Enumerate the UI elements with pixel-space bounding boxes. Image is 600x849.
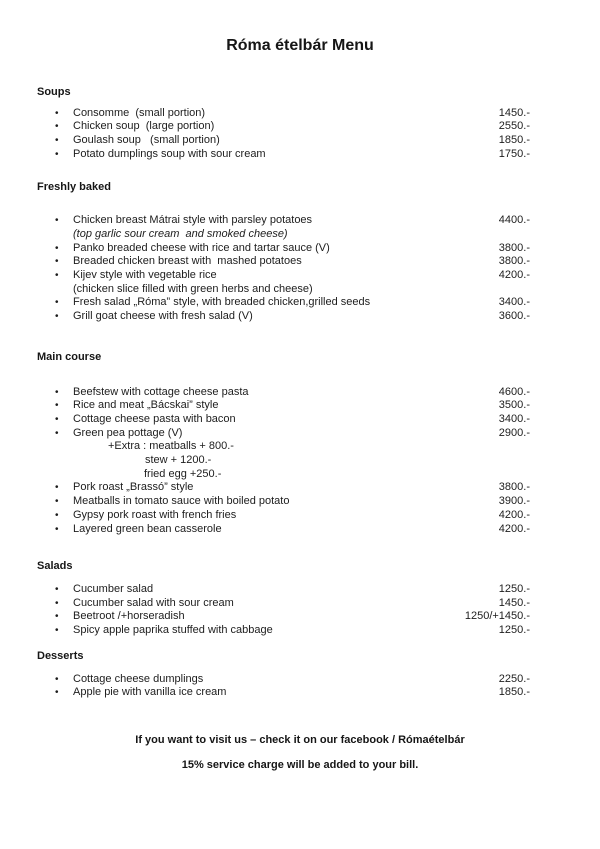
bullet-icon: • xyxy=(55,297,59,309)
item-price: 3900.- xyxy=(498,495,530,508)
bullet-icon: • xyxy=(55,311,59,323)
item-name: Cucumber salad with sour cream xyxy=(73,596,234,609)
menu-item-row xyxy=(37,583,530,597)
section-desserts xyxy=(37,650,530,700)
bullet-icon: • xyxy=(55,496,59,508)
menu-item-row xyxy=(37,134,530,148)
bullet-icon: • xyxy=(55,135,59,147)
item-name: Meatballs in tomato sauce with boiled potato xyxy=(73,495,290,508)
bullet-icon: • xyxy=(55,673,59,685)
item-name: Potato dumplings soup with sour cream xyxy=(73,147,266,160)
item-price: 3500.- xyxy=(498,399,530,412)
item-name: Gypsy pork roast with french fries xyxy=(73,508,237,521)
item-price: 1250.- xyxy=(498,582,530,595)
item-note: (chicken slice filled with green herbs and cheese) xyxy=(73,282,313,295)
item-name: Spicy apple paprika stuffed with cabbage xyxy=(73,624,273,637)
section-heading-salads: Salads xyxy=(37,560,73,573)
section-rows xyxy=(37,214,530,324)
item-extra-option: stew + 1200.- xyxy=(145,454,212,467)
section-freshly-baked xyxy=(37,181,530,324)
bullet-icon: • xyxy=(55,625,59,637)
item-extra-option: +Extra : meatballs + 800.- xyxy=(108,440,234,453)
item-price: 3400.- xyxy=(498,296,530,309)
section-rows xyxy=(37,386,530,537)
page-title: Róma ételbár Menu xyxy=(226,37,374,54)
footer-service-charge-line: 15% service charge will be added to your bill. xyxy=(181,758,419,771)
item-price: 1850.- xyxy=(498,686,530,699)
item-name: Beefstew with cottage cheese pasta xyxy=(73,385,249,398)
item-extra-option: fried egg +250.- xyxy=(144,467,222,480)
menu-item-row xyxy=(37,296,530,310)
bullet-icon: • xyxy=(55,427,59,439)
item-name: Chicken breast Mátrai style with parsley potatoes xyxy=(73,214,313,227)
item-price: 3600.- xyxy=(498,310,530,323)
item-price: 4200.- xyxy=(498,522,530,535)
menu-item-row xyxy=(37,386,530,400)
item-name: Grill goat cheese with fresh salad (V) xyxy=(73,310,253,323)
menu-item-row xyxy=(37,399,530,413)
item-price: 1250.- xyxy=(498,624,530,637)
item-name: Cottage cheese dumplings xyxy=(73,672,204,685)
bullet-icon: • xyxy=(55,107,59,119)
menu-item-row xyxy=(37,269,530,283)
item-name: Pork roast „Brassó” style xyxy=(73,481,194,494)
item-price: 1850.- xyxy=(498,134,530,147)
section-salads xyxy=(37,560,530,638)
section-soups xyxy=(37,86,530,162)
item-price: 3400.- xyxy=(498,412,530,425)
bullet-icon: • xyxy=(55,687,59,699)
item-price: 4200.- xyxy=(498,508,530,521)
bullet-icon: • xyxy=(55,386,59,398)
item-name: Layered green bean casserole xyxy=(73,522,222,535)
menu-item-row xyxy=(37,107,530,121)
item-price: 3800.- xyxy=(498,481,530,494)
item-name: Fresh salad „Róma” style, with breaded chicken,grilled seeds xyxy=(73,296,371,309)
menu-item-row xyxy=(37,481,530,495)
footer xyxy=(0,733,600,773)
item-name: Beetroot /+horseradish xyxy=(73,610,185,623)
item-name: Panko breaded cheese with rice and tartar sauce (V) xyxy=(73,241,330,254)
menu-item-row xyxy=(37,413,530,427)
item-price: 1750.- xyxy=(498,147,530,160)
item-price: 1250/+1450.- xyxy=(464,610,530,623)
menu-item-row xyxy=(37,242,530,256)
bullet-icon: • xyxy=(55,597,59,609)
item-price: 4200.- xyxy=(498,269,530,282)
bullet-icon: • xyxy=(55,583,59,595)
menu-item-row xyxy=(37,686,530,700)
item-name: Kijev style with vegetable rice xyxy=(73,269,217,282)
menu-item-row xyxy=(37,255,530,269)
section-heading-soups: Soups xyxy=(37,86,71,98)
item-price: 1450.- xyxy=(498,596,530,609)
bullet-icon: • xyxy=(55,148,59,160)
item-name: Rice and meat „Bácskai” style xyxy=(73,399,219,412)
bullet-icon: • xyxy=(55,400,59,412)
menu-item-row xyxy=(37,148,530,162)
section-heading-desserts: Desserts xyxy=(37,649,84,662)
item-name: Apple pie with vanilla ice cream xyxy=(73,686,227,699)
section-heading-main-course: Main course xyxy=(37,350,102,363)
bullet-icon: • xyxy=(55,270,59,282)
item-price: 3800.- xyxy=(498,255,530,268)
bullet-icon: • xyxy=(55,523,59,535)
menu-item-row xyxy=(37,624,530,638)
footer-visit-line: If you want to visit us – check it on our facebook / Rómaételbár xyxy=(135,733,465,746)
item-note: (top garlic sour cream and smoked cheese) xyxy=(73,227,288,240)
item-price: 4400.- xyxy=(498,214,530,227)
menu-item-row xyxy=(37,509,530,523)
item-price: 2900.- xyxy=(498,426,530,439)
item-name: Goulash soup (small portion) xyxy=(73,134,220,147)
menu-item-row xyxy=(37,523,530,537)
section-rows xyxy=(37,107,530,162)
menu-item-row xyxy=(37,610,530,624)
bullet-icon: • xyxy=(55,215,59,227)
section-rows xyxy=(37,583,530,638)
section-main-course xyxy=(37,351,530,536)
item-name: Green pea pottage (V) xyxy=(73,426,183,439)
bullet-icon: • xyxy=(55,509,59,521)
item-name: Cottage cheese pasta with bacon xyxy=(73,412,236,425)
item-name: Breaded chicken breast with mashed potatoes xyxy=(73,255,302,268)
item-price: 4600.- xyxy=(498,385,530,398)
bullet-icon: • xyxy=(55,256,59,268)
item-price: 1450.- xyxy=(498,106,530,119)
menu-item-row xyxy=(37,214,530,228)
section-rows xyxy=(37,673,530,700)
menu-content xyxy=(0,86,600,700)
bullet-icon: • xyxy=(55,121,59,133)
section-heading-freshly-baked: Freshly baked xyxy=(37,180,111,193)
item-name: Cucumber salad xyxy=(73,582,154,595)
menu-item-row xyxy=(37,673,530,687)
item-name: Chicken soup (large portion) xyxy=(73,120,215,133)
menu-item-row xyxy=(37,495,530,509)
item-name: Consomme (small portion) xyxy=(73,106,206,119)
item-price: 2550.- xyxy=(498,120,530,133)
bullet-icon: • xyxy=(55,611,59,623)
item-price: 3800.- xyxy=(498,241,530,254)
item-price: 2250.- xyxy=(498,672,530,685)
menu-item-row xyxy=(37,120,530,134)
bullet-icon: • xyxy=(55,242,59,254)
bullet-icon: • xyxy=(55,413,59,425)
menu-item-row xyxy=(37,310,530,324)
menu-item-row xyxy=(37,427,530,441)
menu-item-row xyxy=(37,597,530,611)
bullet-icon: • xyxy=(55,482,59,494)
